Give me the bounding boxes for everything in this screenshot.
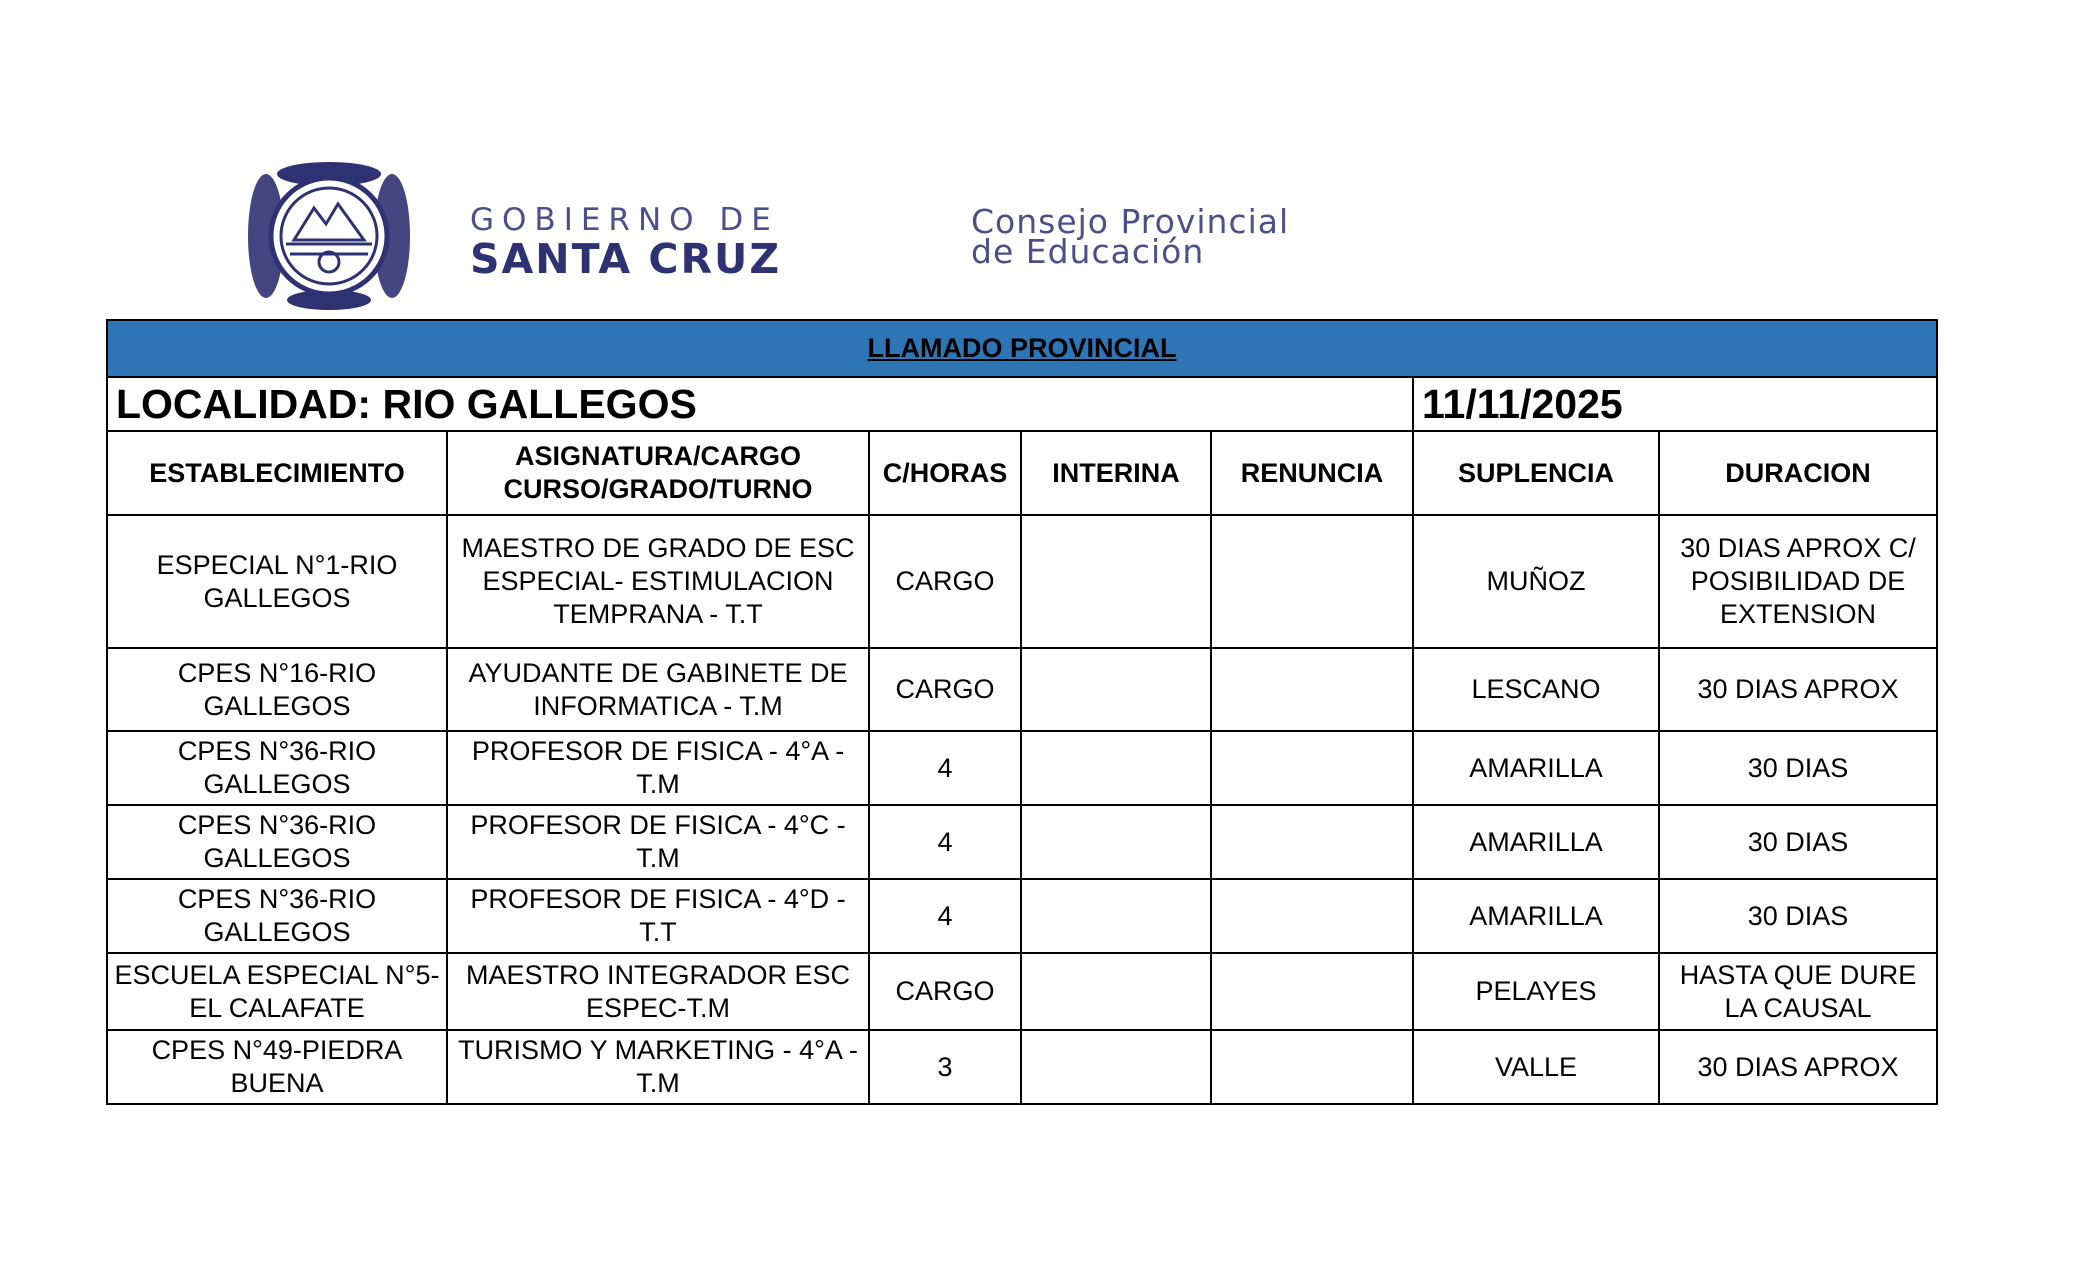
table-header-row bbox=[107, 431, 1937, 515]
col-asignatura-line1: ASIGNATURA/CARGO bbox=[515, 441, 801, 471]
cell-suplencia: MUÑOZ bbox=[1413, 515, 1659, 648]
date-label: 11/11/2025 bbox=[1413, 377, 1937, 431]
page-title: LLAMADO PROVINCIAL bbox=[107, 320, 1937, 377]
cell-renuncia bbox=[1211, 515, 1413, 648]
table-row bbox=[107, 515, 1937, 648]
cell-duracion: 30 DIAS bbox=[1659, 731, 1937, 805]
cell-renuncia bbox=[1211, 805, 1413, 879]
cell-interina bbox=[1021, 515, 1211, 648]
cell-renuncia bbox=[1211, 1030, 1413, 1104]
cell-establecimiento: CPES N°36-RIO GALLEGOS bbox=[107, 879, 447, 953]
table-row bbox=[107, 1030, 1937, 1104]
cell-establecimiento: CPES N°36-RIO GALLEGOS bbox=[107, 805, 447, 879]
table-row bbox=[107, 879, 1937, 953]
col-establecimiento: ESTABLECIMIENTO bbox=[107, 431, 447, 515]
cell-duracion: 30 DIAS bbox=[1659, 805, 1937, 879]
council-logo-text bbox=[971, 202, 1290, 271]
cell-duracion: 30 DIAS APROX bbox=[1659, 648, 1937, 731]
table-row bbox=[107, 648, 1937, 731]
cell-establecimiento: CPES N°16-RIO GALLEGOS bbox=[107, 648, 447, 731]
cell-establecimiento: ESPECIAL N°1-RIO GALLEGOS bbox=[107, 515, 447, 648]
government-logo-text bbox=[470, 203, 781, 281]
cell-horas: CARGO bbox=[869, 953, 1021, 1030]
cell-asignatura: TURISMO Y MARKETING - 4°A - T.M bbox=[447, 1030, 869, 1104]
santa-cruz-seal-icon bbox=[234, 160, 424, 312]
cell-horas: 4 bbox=[869, 731, 1021, 805]
cell-asignatura: PROFESOR DE FISICA - 4°C - T.M bbox=[447, 805, 869, 879]
table-row bbox=[107, 805, 1937, 879]
council-line2: de Educación bbox=[971, 232, 1205, 271]
cell-interina bbox=[1021, 1030, 1211, 1104]
col-asignatura-line2: CURSO/GRADO/TURNO bbox=[503, 474, 813, 504]
cell-horas: CARGO bbox=[869, 515, 1021, 648]
cell-duracion: 30 DIAS bbox=[1659, 879, 1937, 953]
cell-horas: 3 bbox=[869, 1030, 1021, 1104]
cell-duracion: HASTA QUE DURE LA CAUSAL bbox=[1659, 953, 1937, 1030]
cell-horas: CARGO bbox=[869, 648, 1021, 731]
government-line1: GOBIERNO DE bbox=[470, 202, 779, 238]
cell-interina bbox=[1021, 953, 1211, 1030]
cell-suplencia: AMARILLA bbox=[1413, 805, 1659, 879]
government-line2: SANTA CRUZ bbox=[470, 235, 782, 283]
vacancies-table bbox=[106, 319, 1938, 1105]
cell-asignatura: MAESTRO INTEGRADOR ESC ESPEC-T.M bbox=[447, 953, 869, 1030]
cell-horas: 4 bbox=[869, 879, 1021, 953]
council-line1: Consejo Provincial bbox=[971, 202, 1290, 241]
cell-establecimiento: CPES N°36-RIO GALLEGOS bbox=[107, 731, 447, 805]
cell-renuncia bbox=[1211, 953, 1413, 1030]
cell-interina bbox=[1021, 879, 1211, 953]
col-asignatura bbox=[447, 431, 869, 515]
table-row bbox=[107, 731, 1937, 805]
cell-suplencia: LESCANO bbox=[1413, 648, 1659, 731]
cell-asignatura: PROFESOR DE FISICA - 4°D - T.T bbox=[447, 879, 869, 953]
cell-duracion: 30 DIAS APROX C/ POSIBILIDAD DE EXTENSION bbox=[1659, 515, 1937, 648]
document-header bbox=[0, 0, 2100, 320]
cell-renuncia bbox=[1211, 879, 1413, 953]
cell-horas: 4 bbox=[869, 805, 1021, 879]
cell-interina bbox=[1021, 648, 1211, 731]
cell-establecimiento: ESCUELA ESPECIAL N°5-EL CALAFATE bbox=[107, 953, 447, 1030]
cell-asignatura: PROFESOR DE FISICA - 4°A - T.M bbox=[447, 731, 869, 805]
col-duracion: DURACION bbox=[1659, 431, 1937, 515]
cell-suplencia: VALLE bbox=[1413, 1030, 1659, 1104]
col-renuncia: RENUNCIA bbox=[1211, 431, 1413, 515]
col-interina: INTERINA bbox=[1021, 431, 1211, 515]
localidad-label: LOCALIDAD: RIO GALLEGOS bbox=[107, 377, 1413, 431]
cell-interina bbox=[1021, 805, 1211, 879]
cell-suplencia: PELAYES bbox=[1413, 953, 1659, 1030]
cell-renuncia bbox=[1211, 731, 1413, 805]
cell-renuncia bbox=[1211, 648, 1413, 731]
table-row bbox=[107, 953, 1937, 1030]
cell-asignatura: MAESTRO DE GRADO DE ESC ESPECIAL- ESTIMULACION TEMPRANA - T.T bbox=[447, 515, 869, 648]
col-suplencia: SUPLENCIA bbox=[1413, 431, 1659, 515]
cell-establecimiento: CPES N°49-PIEDRA BUENA bbox=[107, 1030, 447, 1104]
col-horas: C/HORAS bbox=[869, 431, 1021, 515]
cell-duracion: 30 DIAS APROX bbox=[1659, 1030, 1937, 1104]
cell-interina bbox=[1021, 731, 1211, 805]
cell-suplencia: AMARILLA bbox=[1413, 879, 1659, 953]
cell-asignatura: AYUDANTE DE GABINETE DE INFORMATICA - T.M bbox=[447, 648, 869, 731]
cell-suplencia: AMARILLA bbox=[1413, 731, 1659, 805]
